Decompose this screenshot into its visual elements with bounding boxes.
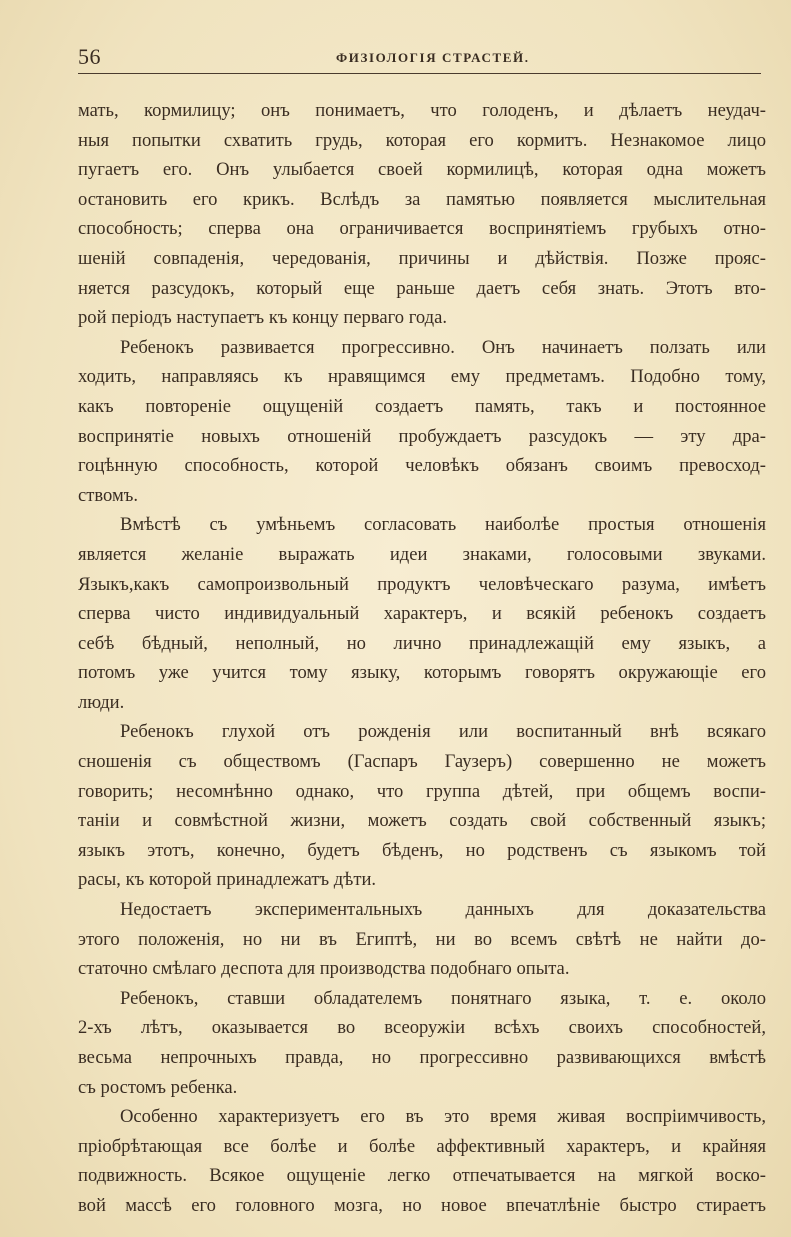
text-line: 2-хъ лѣтъ, оказывается во всеоружіи всѣхъ своихъ способностей, [78, 1017, 766, 1039]
text-line: себѣ бѣдный, неполный, но лично принадлежащій ему языкъ, а [78, 632, 766, 654]
text-line: говорить; несомнѣнно однако, что группа дѣтей, при общемъ воспи- [78, 780, 766, 802]
text-line: сношенія съ обществомъ (Гаспаръ Гаузеръ) совершенно не можетъ [78, 751, 766, 773]
text-line: гоцѣнную способность, которой человѣкъ обязанъ своимъ превосход- [78, 455, 766, 477]
header-rule [78, 73, 761, 74]
paragraph [78, 895, 766, 984]
paragraph [78, 333, 766, 511]
text-line: воспринятіе новыхъ отношеній пробуждаетъ разсудокъ — эту дра- [78, 425, 766, 447]
text-line: Особенно характеризуетъ его въ это время живая воспріимчивость, [120, 1106, 766, 1128]
page-header [78, 44, 761, 74]
running-title: ФИЗІОЛОГІЯ СТРАСТЕЙ. [336, 50, 530, 65]
text-line: пріобрѣтающая все болѣе и болѣе аффективный характеръ, и крайняя [78, 1135, 766, 1157]
text-line: Ребенокъ развивается прогрессивно. Онъ начинаетъ ползать или [120, 336, 766, 358]
text-line: способность; сперва она ограничивается воспринятіемъ грубыхъ отно- [78, 218, 766, 240]
paragraph [78, 96, 766, 333]
text-line: Недостаетъ экспериментальныхъ данныхъ для доказательства [120, 899, 766, 921]
text-line: ходить, направляясь къ нравящимся ему предметамъ. Подобно тому, [78, 366, 766, 388]
text-line: расы, къ которой принадлежатъ дѣти. [78, 869, 377, 891]
text-line: языкъ этотъ, конечно, будетъ бѣденъ, но родственъ съ языкомъ той [78, 839, 766, 861]
text-line: Ребенокъ, ставши обладателемъ понятнаго языка, т. е. около [120, 987, 766, 1009]
text-line: няется разсудокъ, который еще раньше даетъ себя знать. Этотъ вто- [78, 277, 766, 299]
paragraph [78, 984, 766, 1102]
text-line: является желаніе выражать идеи знаками, голосовыми звуками. [78, 543, 766, 565]
paragraph [78, 717, 766, 895]
paragraph [78, 510, 766, 717]
page-number: 56 [78, 44, 101, 69]
text-line: потомъ уже учится тому языку, которымъ говорятъ окружающіе его [78, 662, 766, 684]
text-line: остановить его крикъ. Вслѣдъ за памятью появляется мыслительная [78, 188, 766, 210]
text-line: шеній совпаденія, чередованія, причины и дѣйствія. Позже прояс- [78, 247, 766, 269]
text-line: рой періодъ наступаетъ къ концу перваго года. [78, 307, 448, 329]
text-line: статочно смѣлаго деспота для производства подобнаго опыта. [78, 958, 570, 980]
text-line: сперва чисто индивидуальный характеръ, и всякій ребенокъ создаетъ [78, 603, 766, 625]
text-line: Языкъ,какъ самопроизвольный продуктъ человѣческаго разума, имѣетъ [78, 573, 766, 595]
text-line: ствомъ. [78, 484, 139, 506]
text-line: весьма непрочныхъ правда, но прогрессивно развивающихся вмѣстѣ [78, 1047, 766, 1068]
text-line: подвижность. Всякое ощущеніе легко отпечатывается на мягкой воско- [78, 1165, 766, 1187]
text-line: ныя попытки схватить грудь, которая его кормитъ. Незнакомое лицо [78, 129, 766, 151]
text-line: таніи и совмѣстной жизни, можетъ создать свой собственный языкъ; [78, 810, 766, 832]
text-line: съ ростомъ ребенка. [78, 1076, 238, 1098]
text-line: Вмѣстѣ съ умѣньемъ согласовать наиболѣе простыя отношенія [120, 514, 766, 536]
text-line: Ребенокъ глухой отъ рожденія или воспитанный внѣ всякаго [120, 721, 766, 743]
text-line: вой массѣ его головного мозга, но новое впечатлѣніе быстро стираетъ [78, 1194, 766, 1216]
paragraph [78, 1102, 766, 1220]
body-text [78, 96, 766, 1221]
text-line: какъ повтореніе ощущеній создаетъ память, такъ и постоянное [78, 395, 766, 417]
text-line: этого положенія, но ни въ Египтѣ, ни во всемъ свѣтѣ не найти до- [78, 928, 766, 950]
text-line: люди. [78, 691, 125, 713]
text-line: пугаетъ его. Онъ улыбается своей кормилицѣ, которая одна можетъ [78, 159, 766, 181]
text-line: мать, кормилицу; онъ понимаетъ, что голоденъ, и дѣлаетъ неудач- [78, 100, 766, 121]
